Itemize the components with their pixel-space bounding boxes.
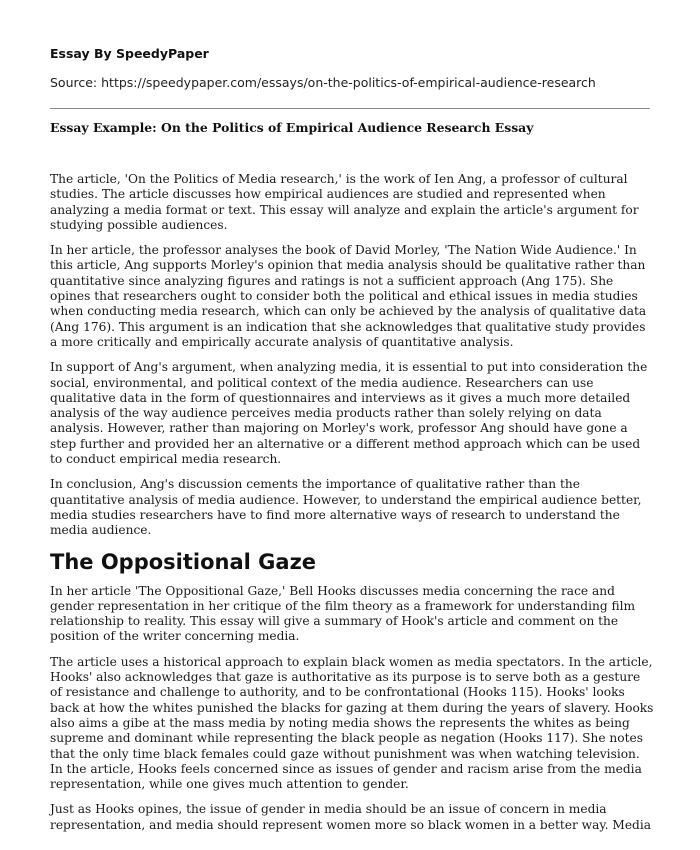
document-title: Essay Example: On the Politics of Empirical Audience Research Essay — [50, 120, 534, 135]
document-source: Source: https://speedypaper.com/essays/on-the-politics-of-empirical-audience-research — [50, 75, 596, 90]
section-heading: The Oppositional Gaze — [50, 549, 317, 574]
essay-body — [50, 172, 655, 843]
paragraph: In her article, the professor analyses the book of David Morley, 'The Nation Wide Audience.' In this article, Ang supports Morley's opinion that media analysis should be qualitative rather than quantitative since analyzing figures and ratings is not a sufficient approach (Ang 175). She opines that researchers ought to consider both the political and ethical issues in media studies when conducting media research, which can only be achieved by the analysis of qualitative data (Ang 176). This argument is an indication that she acknowledges that qualitative study provides a more critically and empirically accurate analysis of quantitative analysis. — [50, 243, 647, 349]
paragraph: In her article 'The Oppositional Gaze,' Bell Hooks discusses media concerning the race and gender representation in her critique of the film theory as a framework for understanding film relationship to reality. This essay will give a summary of Hook's article and comment on the position of the writer concerning media. — [50, 583, 636, 644]
paragraph: In support of Ang's argument, when analyzing media, it is essential to put into consideration the social, environmental, and political context of the media audience. Researchers can use qualitative data in the form of questionnaires and interviews as it gives a much more detailed analysis of the way audience perceives media products rather than solely relying on data analysis. However, rather than majoring on Morley's work, professor Ang should have gone a step further and provided her an alternative or a different method approach which can be used to conduct empirical media research. — [50, 360, 648, 467]
paragraph: In conclusion, Ang's discussion cements the importance of qualitative rather than the quantitative analysis of media audience. However, to understand the empirical audience better, media studies researchers have to find more alternative ways of research to understand the media audience. — [50, 477, 642, 538]
paragraph: Just as Hooks opines, the issue of gender in media should be an issue of concern in media representation, and media should represent women more so black women in a better way. Media — [50, 802, 652, 832]
header-divider — [50, 108, 650, 109]
paragraph: The article, 'On the Politics of Media research,' is the work of Ien Ang, a professor of cultural studies. The article discusses how empirical audiences are studied and represented when analyzing a media format or text. This essay will analyze and explain the article's argument for studying possible audiences. — [50, 172, 639, 232]
paragraph: The article uses a historical approach to explain black women as media spectators. In the article, Hooks' also acknowledges that gaze is authoritative as its purpose is to serve both as a gesture of resistance and challenge to authority, and to be confrontational (Hooks 115). Hooks' looks back at how the whites punished the blacks for gazing at them during the years of slavery. Hooks also aims a gibe at the mass media by noting media shows the represents the whites as being supreme and dominant while representing the black people as negation (Hooks 117). She notes that the only time black females could gaze without punishment was when watching television. In the article, Hooks feels concerned since as issues of gender and racism arise from the media representation, while one gives much attention to gender. — [50, 654, 654, 792]
document-brand: Essay By SpeedyPaper — [50, 46, 209, 61]
